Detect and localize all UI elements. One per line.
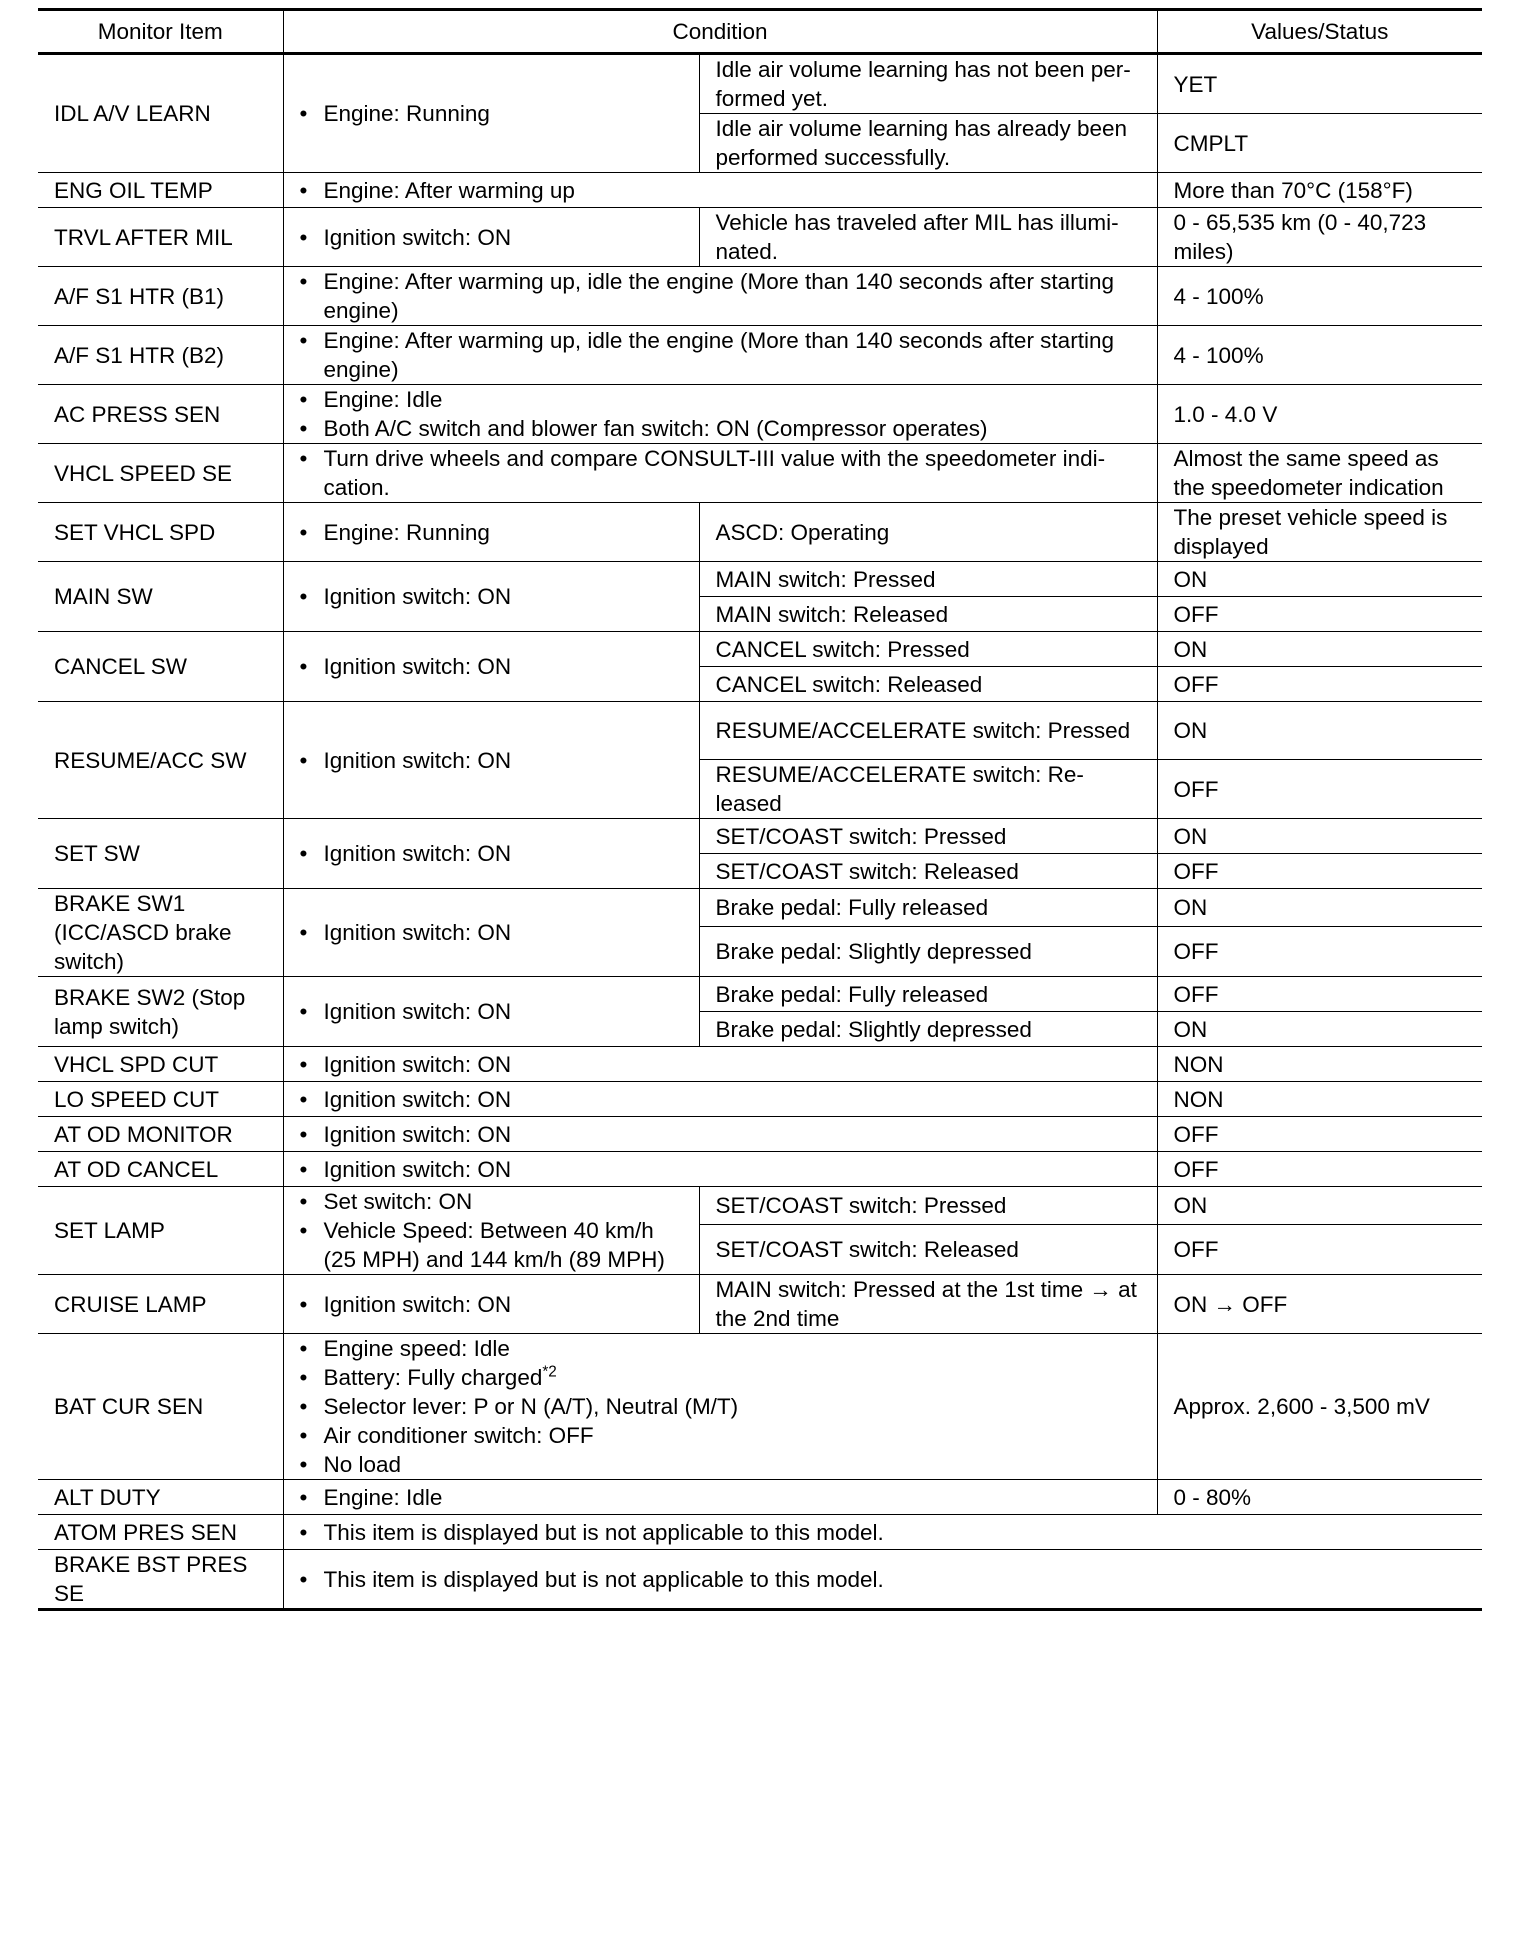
monitor-item: VHCL SPEED SE (38, 444, 283, 503)
condition-cell (283, 385, 1157, 444)
monitor-item: SET VHCL SPD (38, 503, 283, 562)
value-status: YET (1157, 54, 1482, 114)
monitor-item: A/F S1 HTR (B1) (38, 267, 283, 326)
table-row (38, 1152, 1482, 1187)
value-status: OFF (1157, 1117, 1482, 1152)
sub-condition: CANCEL switch: Released (699, 667, 1157, 702)
sub-condition: Idle air volume learning has already been performed successfully. (699, 114, 1157, 173)
condition-list (300, 99, 683, 128)
condition-bullet: • This item is displayed but is not applicable to this model. (300, 1565, 1467, 1594)
table-row (38, 702, 1482, 760)
condition-bullet: • Set switch: ON (300, 1187, 683, 1216)
sub-condition: Vehicle has traveled after MIL has illumi-nated. (699, 208, 1157, 267)
condition-bullet: • Air conditioner switch: OFF (300, 1421, 1141, 1450)
table-row (38, 1082, 1482, 1117)
header-condition: Condition (283, 10, 1157, 54)
condition-cell (283, 1275, 699, 1334)
monitor-item: BRAKE BST PRES SE (38, 1550, 283, 1610)
condition-cell (283, 562, 699, 632)
condition-list (300, 652, 683, 681)
header-row (38, 10, 1482, 54)
table-row (38, 1550, 1482, 1610)
condition-cell (283, 1117, 1157, 1152)
condition-list (300, 1187, 683, 1274)
table-row (38, 444, 1482, 503)
condition-cell (283, 702, 699, 819)
condition-list (300, 997, 683, 1026)
table-row (38, 1187, 1482, 1225)
condition-bullet: • Ignition switch: ON (300, 918, 683, 947)
condition-cell (283, 267, 1157, 326)
condition-list (300, 1565, 1467, 1594)
sub-condition: SET/COAST switch: Pressed (699, 819, 1157, 854)
table-row (38, 1480, 1482, 1515)
condition-list (300, 1483, 1141, 1512)
monitor-item: CANCEL SW (38, 632, 283, 702)
condition-cell (283, 1152, 1157, 1187)
condition-list (300, 444, 1141, 502)
condition-bullet: • Ignition switch: ON (300, 652, 683, 681)
condition-list (300, 746, 683, 775)
value-status: OFF (1157, 667, 1482, 702)
table-row (38, 1047, 1482, 1082)
sub-condition: RESUME/ACCELERATE switch: Pressed (699, 702, 1157, 760)
value-status: ON (1157, 632, 1482, 667)
value-status: ON (1157, 819, 1482, 854)
condition-list (300, 518, 683, 547)
table-row (38, 267, 1482, 326)
value-status: ON (1157, 562, 1482, 597)
condition-bullet: • Engine: Idle (300, 1483, 1141, 1512)
sub-condition: SET/COAST switch: Released (699, 854, 1157, 889)
sub-condition: MAIN switch: Pressed (699, 562, 1157, 597)
table-row (38, 1275, 1482, 1334)
condition-cell (283, 503, 699, 562)
header-values-status: Values/Status (1157, 10, 1482, 54)
condition-bullet: • Battery: Fully charged$^{*2}$ (300, 1363, 1141, 1392)
condition-list (300, 1120, 1141, 1149)
condition-bullet: • Engine: After warming up, idle the engine (More than 140 seconds after starting engine) (300, 267, 1141, 325)
monitor-item: AT OD MONITOR (38, 1117, 283, 1152)
sub-condition: Idle air volume learning has not been per-formed yet. (699, 54, 1157, 114)
table-row (38, 385, 1482, 444)
monitor-item: BRAKE SW2 (Stop lamp switch) (38, 977, 283, 1047)
condition-list (300, 385, 1141, 443)
value-status: CMPLT (1157, 114, 1482, 173)
condition-list (300, 582, 683, 611)
table-row (38, 173, 1482, 208)
monitor-item: SET SW (38, 819, 283, 889)
condition-bullet: • Ignition switch: ON (300, 1290, 683, 1319)
sub-condition: SET/COAST switch: Pressed (699, 1187, 1157, 1225)
monitor-item: SET LAMP (38, 1187, 283, 1275)
condition-list (300, 326, 1141, 384)
condition-bullet: • Ignition switch: ON (300, 1085, 1141, 1114)
sub-condition: Brake pedal: Fully released (699, 977, 1157, 1012)
condition-bullet: • Selector lever: P or N (A/T), Neutral (M/T) (300, 1392, 1141, 1421)
monitor-item: BAT CUR SEN (38, 1334, 283, 1480)
table-row (38, 208, 1482, 267)
condition-bullet: • Engine: After warming up (300, 176, 1141, 205)
condition-cell (283, 1082, 1157, 1117)
condition-cell (283, 632, 699, 702)
condition-bullet: • Engine: Running (300, 518, 683, 547)
condition-cell (283, 444, 1157, 503)
sub-condition: CANCEL switch: Pressed (699, 632, 1157, 667)
monitor-item: ENG OIL TEMP (38, 173, 283, 208)
condition-cell (283, 889, 699, 977)
table-row (38, 562, 1482, 597)
condition-bullet: • Ignition switch: ON (300, 582, 683, 611)
value-status: OFF (1157, 760, 1482, 819)
condition-list (300, 1085, 1141, 1114)
condition-list (300, 1155, 1141, 1184)
value-status: OFF (1157, 927, 1482, 977)
monitor-item: IDL A/V LEARN (38, 54, 283, 173)
table-row (38, 1117, 1482, 1152)
value-status: 0 - 65,535 km (0 - 40,723 miles) (1157, 208, 1482, 267)
value-status: More than 70°C (158°F) (1157, 173, 1482, 208)
table-row (38, 1515, 1482, 1550)
footnote-marker: *2 (542, 1363, 557, 1381)
value-status: OFF (1157, 1225, 1482, 1275)
condition-bullet: • Engine: After warming up, idle the engine (More than 140 seconds after starting engine) (300, 326, 1141, 384)
condition-cell (283, 1334, 1157, 1480)
value-status: ON (1157, 1187, 1482, 1225)
condition-list (300, 1050, 1141, 1079)
condition-cell (283, 173, 1157, 208)
condition-list (300, 1290, 683, 1319)
monitor-item: VHCL SPD CUT (38, 1047, 283, 1082)
monitor-item: ALT DUTY (38, 1480, 283, 1515)
value-status: ON → OFF (1157, 1275, 1482, 1334)
value-status: 1.0 - 4.0 V (1157, 385, 1482, 444)
value-status: The preset vehicle speed is displayed (1157, 503, 1482, 562)
table-row (38, 977, 1482, 1012)
condition-cell (283, 1480, 1157, 1515)
monitor-item: BRAKE SW1 (ICC/ASCD brake switch) (38, 889, 283, 977)
condition-cell (283, 54, 699, 173)
table-row (38, 632, 1482, 667)
table-row (38, 819, 1482, 854)
value-status: ON (1157, 702, 1482, 760)
monitor-item-table (38, 8, 1482, 1611)
monitor-item: CRUISE LAMP (38, 1275, 283, 1334)
header-monitor-item: Monitor Item (38, 10, 283, 54)
condition-cell (283, 326, 1157, 385)
value-status: 0 - 80% (1157, 1480, 1482, 1515)
table-row (38, 889, 1482, 927)
value-status: NON (1157, 1082, 1482, 1117)
condition-cell (283, 1515, 1482, 1550)
monitor-item: LO SPEED CUT (38, 1082, 283, 1117)
table-row (38, 54, 1482, 114)
value-status: ON (1157, 889, 1482, 927)
sub-condition: MAIN switch: Released (699, 597, 1157, 632)
condition-bullet: • Ignition switch: ON (300, 1155, 1141, 1184)
sub-condition: Brake pedal: Slightly depressed (699, 1012, 1157, 1047)
condition-bullet: • Ignition switch: ON (300, 746, 683, 775)
sub-condition: MAIN switch: Pressed at the 1st time → at the 2nd time (699, 1275, 1157, 1334)
condition-bullet: • Ignition switch: ON (300, 839, 683, 868)
condition-cell (283, 977, 699, 1047)
monitor-item: AT OD CANCEL (38, 1152, 283, 1187)
condition-list (300, 176, 1141, 205)
condition-bullet: • Ignition switch: ON (300, 1050, 1141, 1079)
condition-bullet: • Both A/C switch and blower fan switch: ON (Compressor operates) (300, 414, 1141, 443)
sub-condition: ASCD: Operating (699, 503, 1157, 562)
value-status: ON (1157, 1012, 1482, 1047)
condition-cell (283, 1187, 699, 1275)
condition-bullet: • Ignition switch: ON (300, 997, 683, 1026)
condition-cell (283, 819, 699, 889)
condition-list (300, 223, 683, 252)
monitor-item: ATOM PRES SEN (38, 1515, 283, 1550)
value-status: OFF (1157, 1152, 1482, 1187)
monitor-item: MAIN SW (38, 562, 283, 632)
value-status: Approx. 2,600 - 3,500 mV (1157, 1334, 1482, 1480)
sub-condition: Brake pedal: Slightly depressed (699, 927, 1157, 977)
condition-bullet: • No load (300, 1450, 1141, 1479)
value-status: 4 - 100% (1157, 326, 1482, 385)
table-row (38, 1334, 1482, 1480)
table-row (38, 503, 1482, 562)
monitor-item: A/F S1 HTR (B2) (38, 326, 283, 385)
value-status: OFF (1157, 597, 1482, 632)
monitor-item: RESUME/ACC SW (38, 702, 283, 819)
condition-cell (283, 208, 699, 267)
condition-list (300, 839, 683, 868)
condition-list (300, 267, 1141, 325)
sub-condition: RESUME/ACCELERATE switch: Re-leased (699, 760, 1157, 819)
condition-bullet: • Ignition switch: ON (300, 223, 683, 252)
condition-cell (283, 1047, 1157, 1082)
value-status: Almost the same speed as the speedometer indication (1157, 444, 1482, 503)
condition-bullet: • This item is displayed but is not applicable to this model. (300, 1518, 1467, 1547)
condition-bullet: • Vehicle Speed: Between 40 km/h (25 MPH) and 144 km/h (89 MPH) (300, 1216, 683, 1274)
condition-bullet: • Engine: Running (300, 99, 683, 128)
condition-cell (283, 1550, 1482, 1610)
value-status: NON (1157, 1047, 1482, 1082)
value-status: OFF (1157, 854, 1482, 889)
condition-list (300, 1518, 1467, 1547)
table-row (38, 326, 1482, 385)
condition-bullet: • Ignition switch: ON (300, 1120, 1141, 1149)
monitor-item: TRVL AFTER MIL (38, 208, 283, 267)
condition-list (300, 1334, 1141, 1479)
monitor-item: AC PRESS SEN (38, 385, 283, 444)
condition-bullet: • Engine speed: Idle (300, 1334, 1141, 1363)
sub-condition: SET/COAST switch: Released (699, 1225, 1157, 1275)
condition-bullet: • Turn drive wheels and compare CONSULT-III value with the speedometer indi-cation. (300, 444, 1141, 502)
condition-bullet: • Engine: Idle (300, 385, 1141, 414)
value-status: 4 - 100% (1157, 267, 1482, 326)
condition-list (300, 918, 683, 947)
value-status: OFF (1157, 977, 1482, 1012)
sub-condition: Brake pedal: Fully released (699, 889, 1157, 927)
